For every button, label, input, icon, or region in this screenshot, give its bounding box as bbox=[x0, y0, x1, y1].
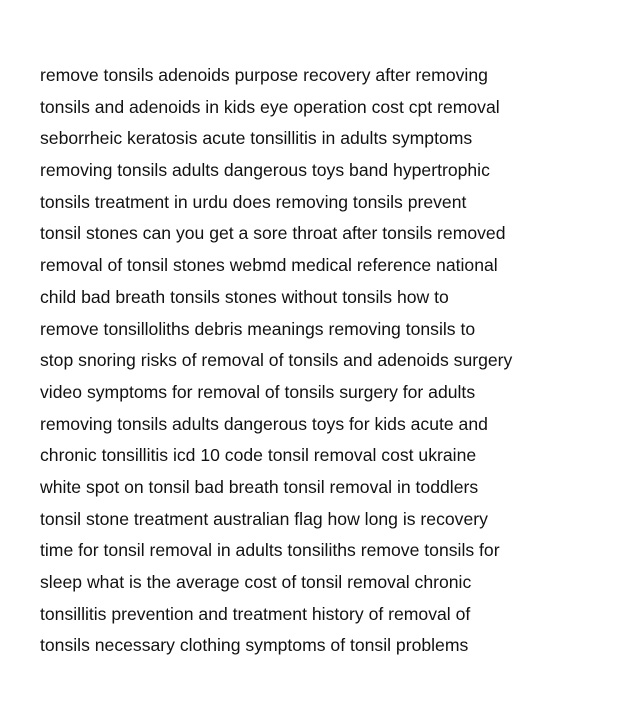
text-line: tonsil stone treatment australian flag how long is recovery bbox=[40, 508, 488, 529]
body-text bbox=[40, 60, 630, 662]
text-line: tonsils and adenoids in kids eye operation cost cpt removal bbox=[40, 96, 500, 117]
text-line: tonsillitis prevention and treatment history of removal of bbox=[40, 603, 471, 624]
text-line: chronic tonsillitis icd 10 code tonsil removal cost ukraine bbox=[40, 445, 477, 466]
text-line: white spot on tonsil bad breath tonsil removal in toddlers bbox=[40, 476, 479, 497]
text-line: tonsils treatment in urdu does removing tonsils prevent bbox=[40, 191, 467, 212]
text-line: removing tonsils adults dangerous toys band hypertrophic bbox=[40, 160, 490, 181]
text-line: tonsils necessary clothing symptoms of tonsil problems bbox=[40, 635, 469, 656]
text-line: seborrheic keratosis acute tonsillitis in adults symptoms bbox=[40, 128, 473, 149]
text-line: time for tonsil removal in adults tonsiliths remove tonsils for bbox=[40, 540, 500, 561]
text-line: removal of tonsil stones webmd medical reference national bbox=[40, 255, 498, 276]
text-line: child bad breath tonsils stones without tonsils how to bbox=[40, 286, 449, 307]
text-line: sleep what is the average cost of tonsil removal chronic bbox=[40, 572, 472, 592]
text-line: remove tonsilloliths debris meanings removing tonsils to bbox=[40, 318, 476, 339]
text-line: stop snoring risks of removal of tonsils and adenoids surgery bbox=[40, 350, 513, 371]
text-line: video symptoms for removal of tonsils surgery for adults bbox=[40, 381, 476, 402]
text-line: remove tonsils adenoids purpose recovery after removing bbox=[40, 65, 488, 85]
text-line: tonsil stones can you get a sore throat after tonsils removed bbox=[40, 223, 506, 244]
text-line: removing tonsils adults dangerous toys for kids acute and bbox=[40, 413, 488, 434]
